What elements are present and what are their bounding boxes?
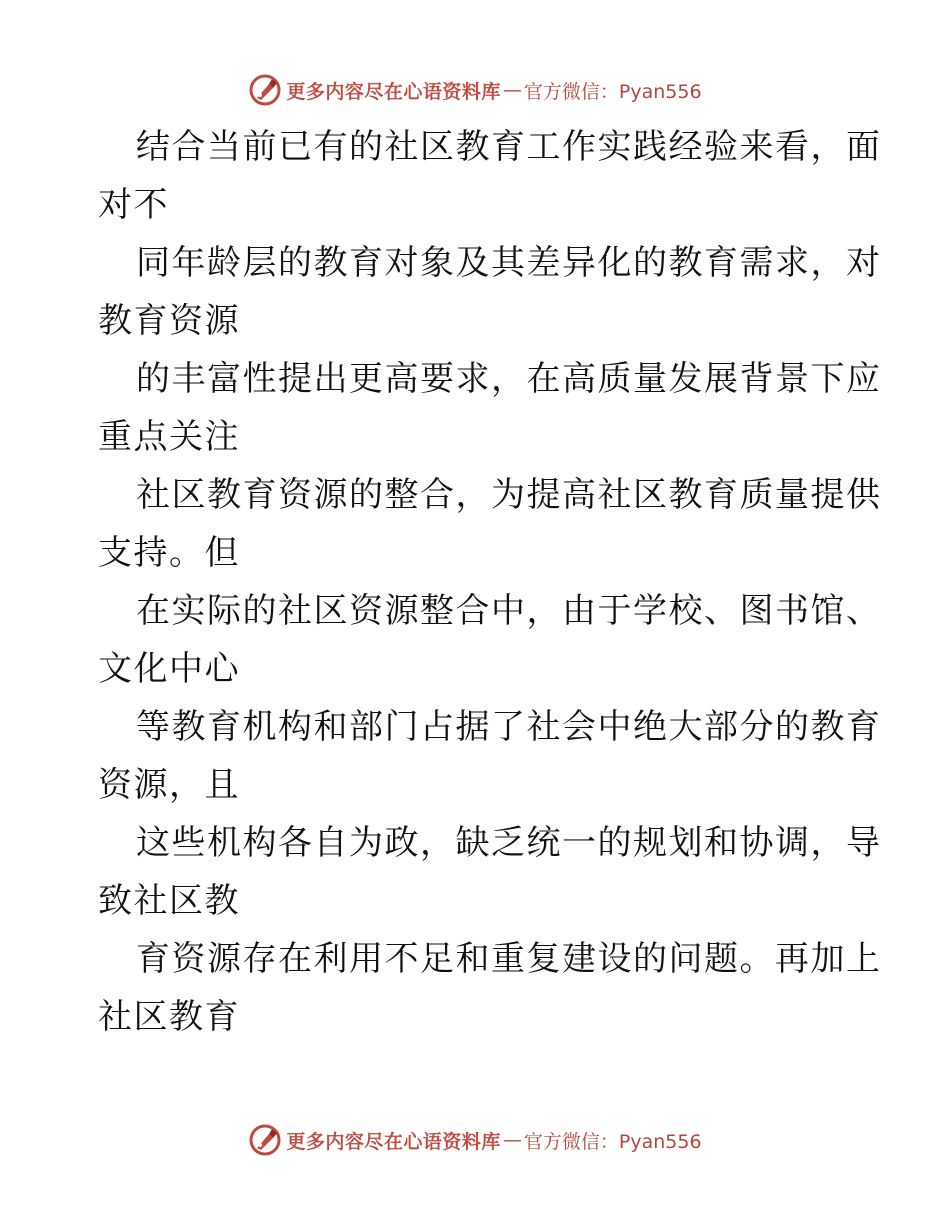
document-body bbox=[98, 118, 882, 1046]
text-line: 的丰富性提出更高要求，在高质量发展背景下应 bbox=[136, 359, 882, 399]
text-line: 结合当前已有的社区教育工作实践经验来看，面 bbox=[136, 127, 882, 167]
pen-nib-logo-icon bbox=[248, 73, 282, 107]
text-line: 在实际的社区资源整合中，由于学校、图书馆、 bbox=[136, 591, 882, 631]
header-watermark bbox=[0, 72, 950, 108]
text-line: 文化中心 bbox=[98, 649, 240, 689]
text-line: 致社区教 bbox=[98, 881, 240, 921]
text-line: 这些机构各自为政，缺乏统一的规划和协调，导 bbox=[136, 823, 882, 863]
watermark-separator: — bbox=[502, 79, 522, 101]
text-line: 社区教育资源的整合，为提高社区教育质量提供 bbox=[136, 475, 882, 515]
text-line: 教育资源 bbox=[98, 301, 240, 341]
text-line: 育资源存在利用不足和重复建设的问题。再加上 bbox=[136, 939, 882, 979]
text-line: 等教育机构和部门占据了社会中绝大部分的教育 bbox=[136, 707, 882, 747]
pen-nib-logo-icon bbox=[248, 1123, 282, 1157]
text-line: 资源，且 bbox=[98, 765, 240, 805]
footer-watermark bbox=[0, 1122, 950, 1158]
watermark-contact: 官方微信：Pyan556 bbox=[523, 1130, 702, 1153]
text-line: 同年龄层的教育对象及其差异化的教育需求，对 bbox=[136, 243, 882, 283]
text-line: 支持。但 bbox=[98, 533, 240, 573]
watermark-contact: 官方微信：Pyan556 bbox=[523, 80, 702, 103]
watermark-name: 更多内容尽在心语资料库 bbox=[286, 80, 501, 103]
text-line: 对不 bbox=[98, 185, 169, 225]
text-line: 社区教育 bbox=[98, 997, 240, 1037]
watermark-name: 更多内容尽在心语资料库 bbox=[286, 1130, 501, 1153]
text-line: 重点关注 bbox=[98, 417, 240, 457]
watermark-separator: — bbox=[502, 1129, 522, 1151]
